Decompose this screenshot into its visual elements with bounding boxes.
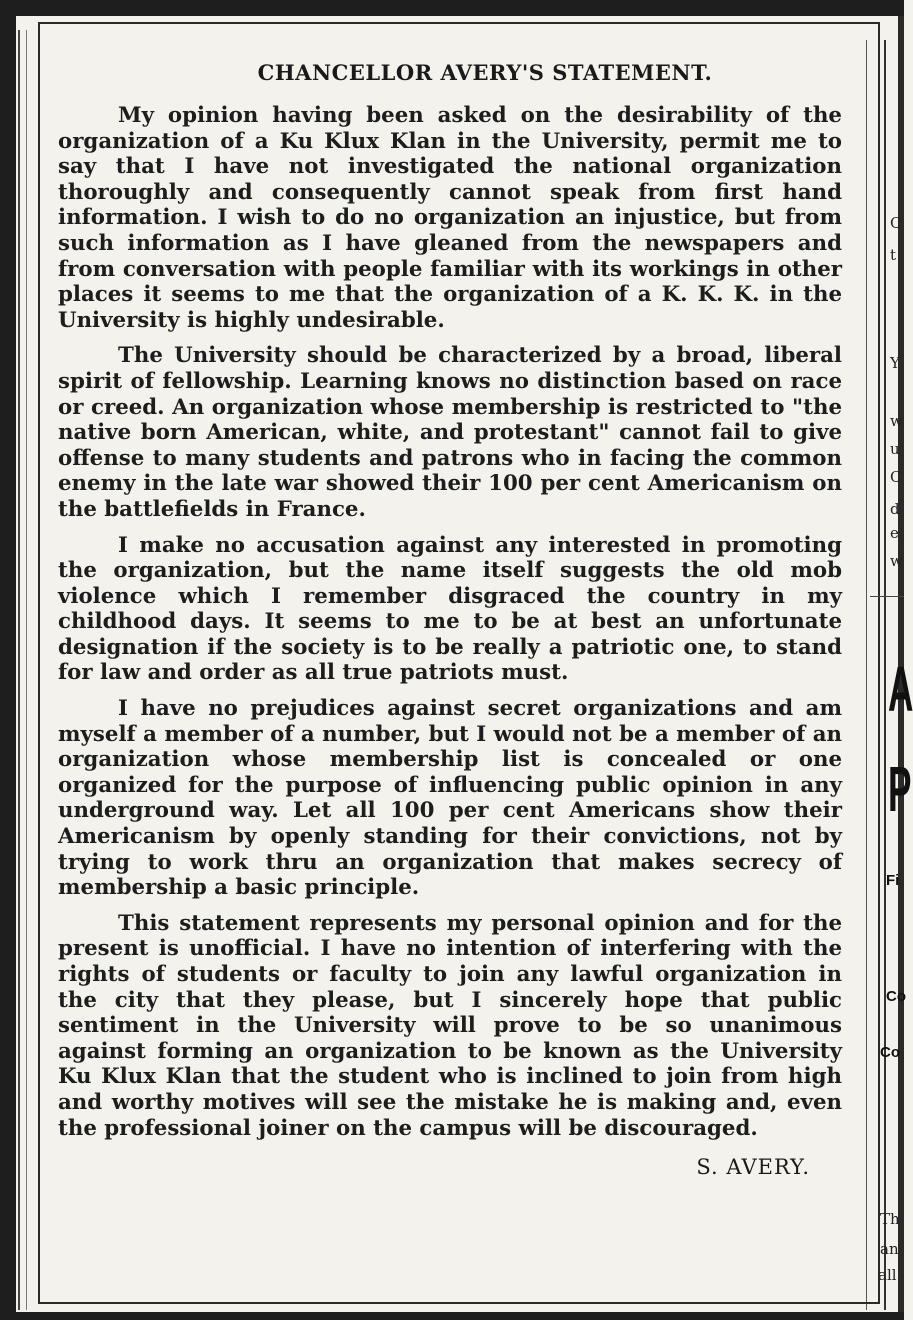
adjacent-subhead: Co bbox=[880, 1044, 900, 1061]
adjacent-fragment: w bbox=[890, 412, 903, 430]
adjacent-fragment: an bbox=[880, 1240, 899, 1258]
adjacent-fragment: C bbox=[890, 468, 902, 486]
adjacent-fragment: Y bbox=[890, 354, 900, 372]
scan-border-top bbox=[0, 0, 904, 16]
column-rule-left bbox=[18, 30, 20, 1310]
article-signature: S. AVERY. bbox=[696, 1155, 810, 1180]
article-paragraph-2: The University should be characterized by a broad, liberal spirit of fellowship. Learning knows no distinction based on race or creed. An organization whose membership is restricted to "the native born American, white, and protestant" cannot fail to give offense to many students and patrons who in facing the common enemy in the late war showed their 100 per cent Americanism on the battlefields in France. bbox=[58, 343, 842, 522]
adjacent-fragment: w bbox=[890, 552, 903, 570]
column-divider bbox=[870, 596, 904, 597]
scan-border-bottom bbox=[0, 1312, 904, 1320]
article-paragraph-4: I have no prejudices against secret organizations and am myself a member of a number, but I would not be a member of an organization whose membership list is concealed or one organized for the purpose of influencing public opinion in any underground way. Let all 100 per cent Americans show their Americanism by openly standing for their convictions, not by trying to work thru an organization that makes secrecy of membership a basic principle. bbox=[58, 696, 842, 901]
adjacent-subhead: Fi bbox=[886, 872, 900, 889]
newspaper-article bbox=[58, 60, 842, 1179]
article-headline: CHANCELLOR AVERY'S STATEMENT. bbox=[257, 60, 713, 85]
adjacent-fragment: all bbox=[878, 1266, 897, 1284]
scan-border-left bbox=[0, 16, 16, 1320]
adjacent-headline-letter: A bbox=[888, 653, 913, 725]
adjacent-headline-letter: P bbox=[888, 753, 912, 825]
adjacent-fragment: u bbox=[890, 440, 900, 458]
adjacent-fragment: d bbox=[890, 500, 900, 518]
column-rule-right-thick bbox=[884, 40, 886, 1310]
adjacent-subhead: Co bbox=[886, 988, 906, 1005]
adjacent-fragment: Th bbox=[880, 1210, 900, 1228]
adjacent-fragment: C bbox=[890, 214, 902, 232]
article-paragraph-1: My opinion having been asked on the desirability of the organization of a Ku Klux Klan in the University, permit me to say that I have not investigated the national organization thoroughly and consequently cannot speak from first hand information. I wish to do no organization an injustice, but from such information as I have gleaned from the newspapers and from conversation with people familiar with its workings in other places it seems to me that the organization of a K. K. K. in the University is highly undesirable. bbox=[58, 103, 842, 333]
article-paragraph-3: I make no accusation against any interested in promoting the organization, but the name itself suggests the old mob violence which I remember disgraced the country in my childhood days. It seems to me to be at best an unfortunate designation if the society is to be really a patriotic one, to stand for law and order as all true patriots must. bbox=[58, 532, 842, 686]
article-paragraph-5: This statement represents my personal opinion and for the present is unofficial. I have no intention of interfering with the rights of students or faculty to join any lawful organization in the city that they please, but I sincerely hope that public sentiment in the University will prove to be so unanimous against forming an organization to be known as the University Ku Klux Klan that the student who is inclined to join from high and worthy motives will see the mistake he is making and, even the professional joiner on the campus will be discouraged. bbox=[58, 910, 842, 1141]
adjacent-fragment: t bbox=[890, 246, 897, 264]
adjacent-fragment: e bbox=[890, 524, 899, 542]
column-rule-left-thin bbox=[26, 30, 27, 1310]
